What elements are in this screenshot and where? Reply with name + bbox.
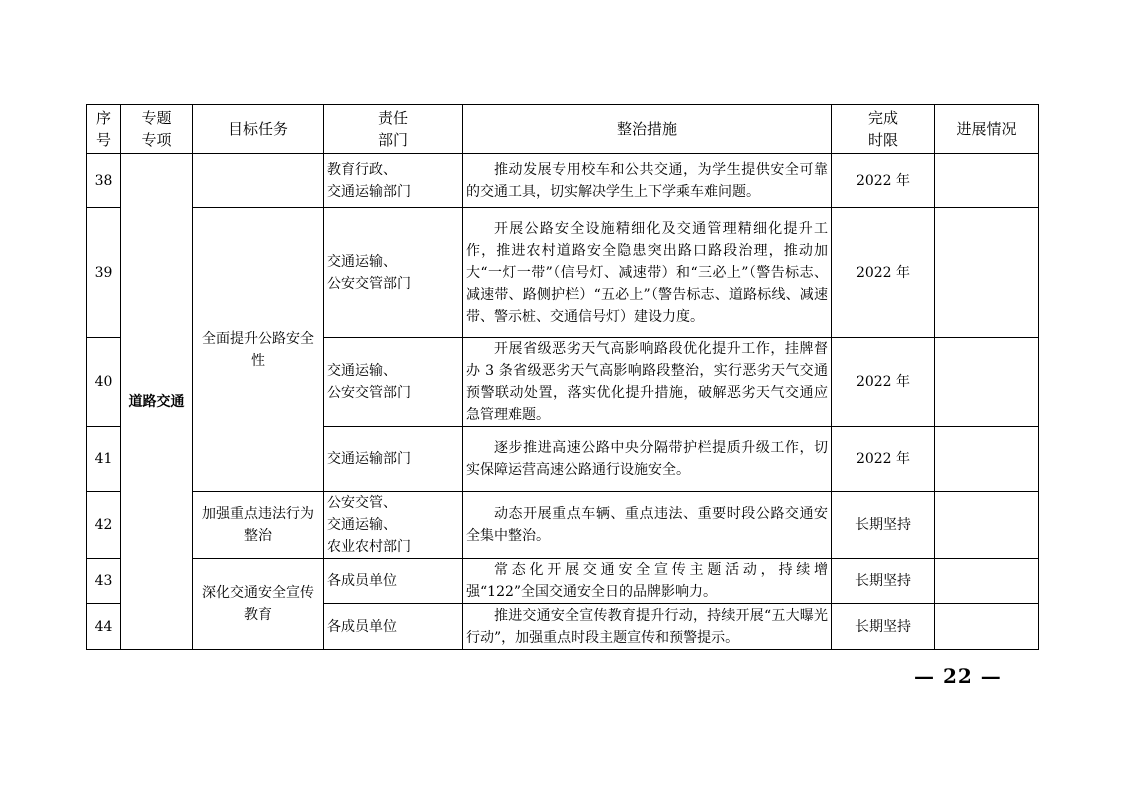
row-deadline: 2022 年 bbox=[832, 338, 935, 427]
row-seq: 38 bbox=[87, 154, 121, 208]
header-deadline: 完成 时限 bbox=[832, 105, 935, 154]
row-dept: 公安交管、 交通运输、 农业农村部门 bbox=[324, 492, 463, 559]
target-cell-empty bbox=[193, 154, 324, 208]
row-progress bbox=[935, 492, 1039, 559]
row-seq: 40 bbox=[87, 338, 121, 427]
row-dept: 各成员单位 bbox=[324, 559, 463, 604]
row-seq: 42 bbox=[87, 492, 121, 559]
row-progress bbox=[935, 154, 1039, 208]
row-measures: 推进交通安全宣传教育提升行动，持续开展“五大曝光行动”，加强重点时段主题宣传和预警提示。 bbox=[463, 604, 832, 650]
topic-cell: 道路交通 bbox=[121, 154, 193, 650]
row-progress bbox=[935, 338, 1039, 427]
header-target: 目标任务 bbox=[193, 105, 324, 154]
row-dept: 教育行政、 交通运输部门 bbox=[324, 154, 463, 208]
row-dept: 交通运输、 公安交管部门 bbox=[324, 338, 463, 427]
target-cell: 深化交通安全宣传教育 bbox=[193, 559, 324, 650]
row-measures: 开展公路安全设施精细化及交通管理精细化提升工作，推进农村道路安全隐患突出路口路段治理，推动加大“一灯一带”（信号灯、减速带）和“三必上”（警告标志、减速带、路侧护栏）“五必上”（警告标志、道路标线、减速带、警示桩、交通信号灯）建设力度。 bbox=[463, 208, 832, 338]
table-row bbox=[87, 559, 1039, 604]
page-number: — 22 — bbox=[914, 664, 1002, 688]
table-row bbox=[87, 154, 1039, 208]
header-measures: 整治措施 bbox=[463, 105, 832, 154]
header-progress: 进展情况 bbox=[935, 105, 1039, 154]
row-seq: 39 bbox=[87, 208, 121, 338]
row-measures: 常态化开展交通安全宣传主题活动，持续增强“122”全国交通安全日的品牌影响力。 bbox=[463, 559, 832, 604]
row-deadline: 长期坚持 bbox=[832, 492, 935, 559]
row-deadline: 2022 年 bbox=[832, 208, 935, 338]
row-progress bbox=[935, 559, 1039, 604]
row-deadline: 2022 年 bbox=[832, 427, 935, 492]
row-measures: 动态开展重点车辆、重点违法、重要时段公路交通安全集中整治。 bbox=[463, 492, 832, 559]
header-topic: 专题 专项 bbox=[121, 105, 193, 154]
row-deadline: 2022 年 bbox=[832, 154, 935, 208]
row-seq: 43 bbox=[87, 559, 121, 604]
row-dept: 交通运输部门 bbox=[324, 427, 463, 492]
row-dept: 各成员单位 bbox=[324, 604, 463, 650]
target-cell: 加强重点违法行为整治 bbox=[193, 492, 324, 559]
header-row bbox=[87, 105, 1039, 154]
table-row bbox=[87, 492, 1039, 559]
table-row bbox=[87, 208, 1039, 338]
row-dept: 交通运输、 公安交管部门 bbox=[324, 208, 463, 338]
row-deadline: 长期坚持 bbox=[832, 559, 935, 604]
row-progress bbox=[935, 427, 1039, 492]
row-progress bbox=[935, 208, 1039, 338]
target-cell: 全面提升公路安全性 bbox=[193, 208, 324, 492]
row-measures: 开展省级恶劣天气高影响路段优化提升工作，挂牌督办 3 条省级恶劣天气高影响路段整治，实行恶劣天气交通预警联动处置，落实优化提升措施，破解恶劣天气交通应急管理难题。 bbox=[463, 338, 832, 427]
header-seq: 序号 bbox=[87, 105, 121, 154]
row-progress bbox=[935, 604, 1039, 650]
row-seq: 41 bbox=[87, 427, 121, 492]
row-measures: 逐步推进高速公路中央分隔带护栏提质升级工作，切实保障运营高速公路通行设施安全。 bbox=[463, 427, 832, 492]
header-dept: 责任 部门 bbox=[324, 105, 463, 154]
row-seq: 44 bbox=[87, 604, 121, 650]
row-measures: 推动发展专用校车和公共交通，为学生提供安全可靠的交通工具，切实解决学生上下学乘车难问题。 bbox=[463, 154, 832, 208]
task-table bbox=[86, 104, 1039, 650]
row-deadline: 长期坚持 bbox=[832, 604, 935, 650]
